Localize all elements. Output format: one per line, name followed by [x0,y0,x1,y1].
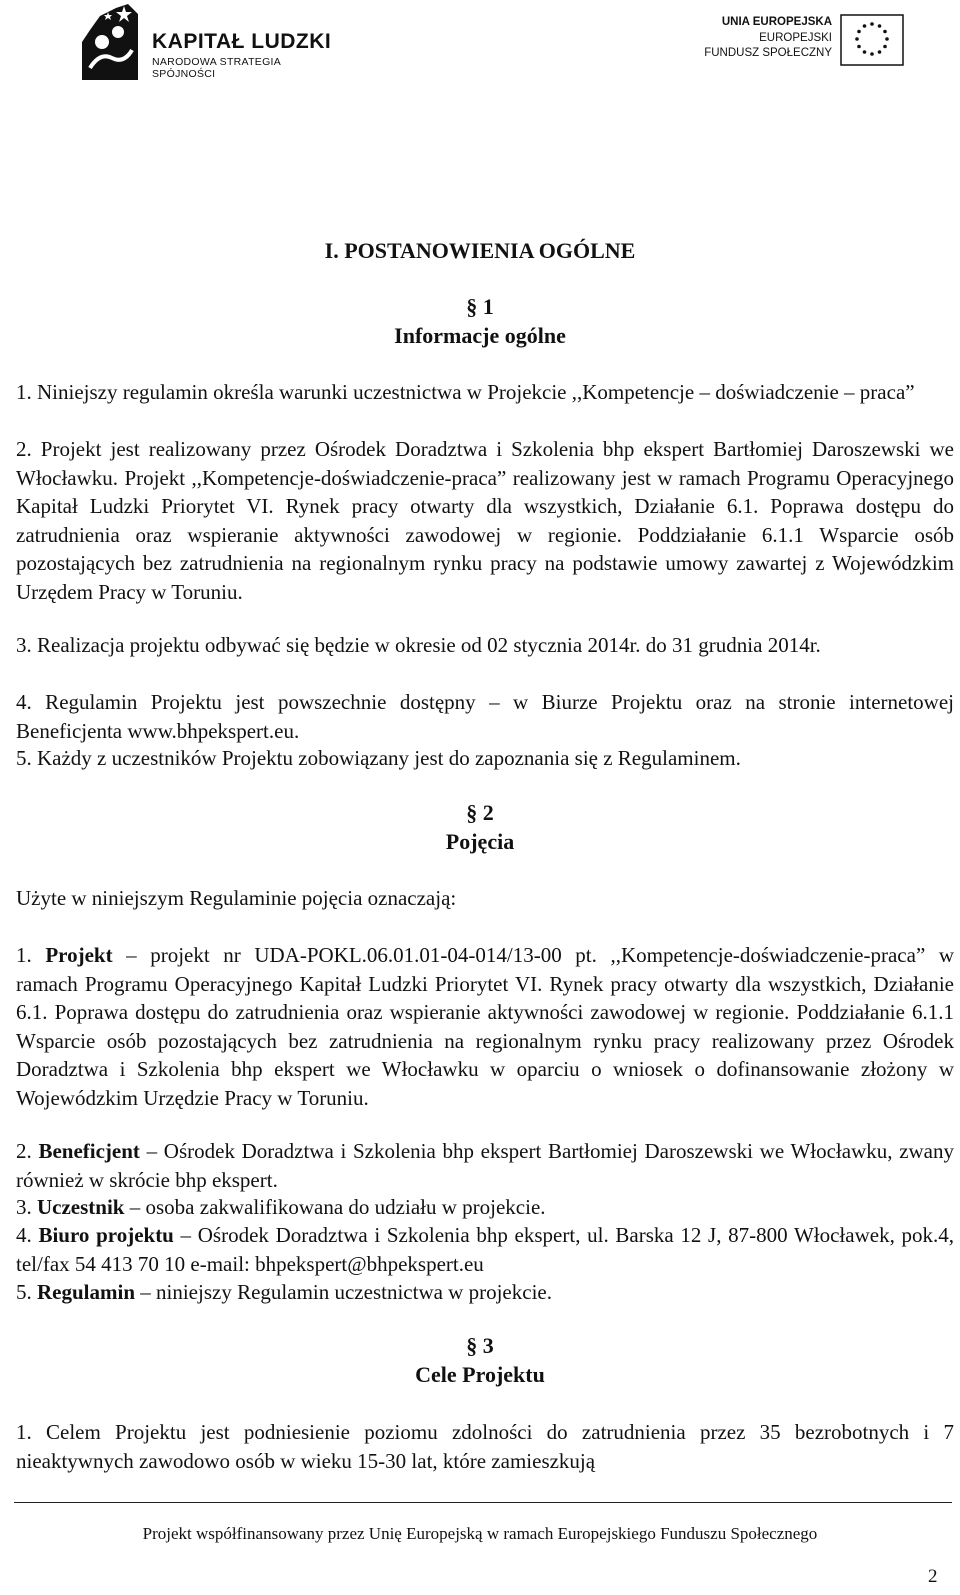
definition-item: 5. Regulamin – niniejszy Regulamin uczestnictwa w projekcie. [16,1280,552,1304]
section-3-symbol: § 3 [466,1333,494,1358]
definition-text: – niniejszy Regulamin uczestnictwa w projekcie. [135,1280,552,1304]
eu-line-3: FUNDUSZ SPOŁECZNY [704,47,832,59]
s3-paragraph-1: 1. Celem Projektu jest podniesienie poziomu zdolności do zatrudnienia przez 35 bezrobotnych i 7 nieaktywnych zawodowo osób w wieku 15-30 lat, które zamieszkują [16,1420,954,1473]
s1-paragraph-1: 1. Niniejszy regulamin określa warunki uczestnictwa w Projekcie ,,Kompetencje – doświadczenie – praca” [16,380,915,404]
eu-line-1: UNIA EUROPEJSKA [721,16,832,28]
s1-paragraph-2: 2. Projekt jest realizowany przez Ośrodek Doradztwa i Szkolenia bhp ekspert Bartłomiej Daroszewski we Włocławku. Projekt ,,Kompetencje-doświadczenie-praca” realizowany jest w ramach Programu Operacyjnego Kapitał Ludzki Priorytet VI. Rynek pracy otwarty dla wszystkich, Działanie 6.1. Poprawa dostępu do zatrudnienia oraz wspieranie aktywności zawodowej w regionie. Poddziałanie 6.1.1 Wsparcie osób pozostających bez zatrudnienia na regionalnym rynku pracy na podstawie umowy zawartej z Wojewódzkim Urzędem Pracy w Toruniu. [16,437,954,604]
kapital-ludzki-logo-icon [80,2,140,82]
footer-text: Projekt współfinansowany przez Unię Europejską w ramach Europejskiego Funduszu Społecznego [142,1524,818,1543]
definition-term: Regulamin [37,1280,136,1304]
definition-item: 1. Projekt – projekt nr UDA-POKL.06.01.01-04-014/13-00 pt. ,,Kompetencje-doświadczenie-praca” w ramach Programu Operacyjnego Kapitał Ludzki Priorytet VI. Rynek pracy otwarty dla wszystkich, Działanie 6.1. Poprawa dostępu do zatrudnienia oraz wspieranie aktywności zawodowej w regionie. Poddziałanie 6.1.1 Wsparcie osób pozostających bez zatrudnienia na regionalnym rynku pracy realizowany przez Ośrodek Doradztwa i Szkolenia bhp ekspert we Włocławku w oparciu o wniosek o dofinansowanie złożony w Wojewódzkim Urzędzie Pracy w Toruniu. [16,943,955,1110]
footer-divider [14,1502,952,1503]
definition-term: Biuro projektu [38,1223,174,1247]
definition-term: Beneficjent [38,1139,140,1163]
section-1-title: Informacje ogólne [394,323,566,348]
definition-item: 3. Uczestnik – osoba zakwalifikowana do udziału w projekcie. [16,1195,546,1219]
s1-paragraph-5: 5. Każdy z uczestników Projektu zobowiązany jest do zapoznania się z Regulaminem. [16,746,741,770]
eu-logo [664,14,904,68]
definition-term: Uczestnik [37,1195,125,1219]
section-3-title: Cele Projektu [415,1362,545,1387]
page-number: 2 [928,1566,938,1587]
chapter-title: I. POSTANOWIENIA OGÓLNE [324,238,636,263]
definition-item: 4. Biuro projektu – Ośrodek Doradztwa i Szkolenia bhp ekspert, ul. Barska 12 J, 87-800 Włocławek, pok.4, tel/fax 54 413 70 10 e-mail: bhpekspert@bhpekspert.eu [16,1223,955,1276]
logo-subtitle: NARODOWA STRATEGIA SPÓJNOŚCI [152,56,281,80]
s1-paragraph-4: 4. Regulamin Projektu jest powszechnie dostępny – w Biurze Projektu oraz na stronie internetowej Beneficjenta www.bhpekspert.eu. [16,690,954,743]
definition-text: – projekt nr UDA-POKL.06.01.01-04-014/13-00 pt. ,,Kompetencje-doświadczenie-praca” w ramach Programu Operacyjnego Kapitał Ludzki Priorytet VI. Rynek pracy otwarty dla wszystkich, Działanie 6.1. Poprawa dostępu do zatrudnienia oraz wspieranie aktywności zawodowej w regionie. Poddziałanie 6.1.1 Wsparcie osób pozostających bez zatrudnienia na regionalnym rynku pracy realizowany przez Ośrodek Doradztwa i Szkolenia bhp ekspert we Włocławku w oparciu o wniosek o dofinansowanie złożony w Wojewódzkim Urzędzie Pracy w Toruniu. [16,943,955,1110]
logo-title: KAPITAŁ LUDZKI [152,30,332,53]
definition-text: – osoba zakwalifikowana do udziału w projekcie. [124,1195,546,1219]
s2-intro: Użyte w niniejszym Regulaminie pojęcia oznaczają: [16,886,457,910]
definition-item: 2. Beneficjent – Ośrodek Doradztwa i Szkolenia bhp ekspert Bartłomiej Daroszewski we Włocławku, zwany również w skrócie bhp ekspert. [16,1139,955,1192]
definition-term: Projekt [45,943,113,967]
section-1-symbol: § 1 [466,294,494,319]
kapital-ludzki-logo [80,2,340,82]
definition-text: – Ośrodek Doradztwa i Szkolenia bhp ekspert, ul. Barska 12 J, 87-800 Włocławek, pok.4, tel/fax 54 413 70 10 e-mail: bhpekspert@bhpekspert.eu [16,1223,955,1276]
section-2-title: Pojęcia [445,829,515,854]
s1-paragraph-3: 3. Realizacja projektu odbywać się będzie w okresie od 02 stycznia 2014r. do 31 grudnia 2014r. [16,633,821,657]
section-2-symbol: § 2 [466,800,494,825]
eu-line-2: EUROPEJSKI [759,32,832,44]
definition-text: – Ośrodek Doradztwa i Szkolenia bhp ekspert Bartłomiej Daroszewski we Włocławku, zwany również w skrócie bhp ekspert. [16,1139,955,1192]
eu-flag-icon [840,14,904,66]
